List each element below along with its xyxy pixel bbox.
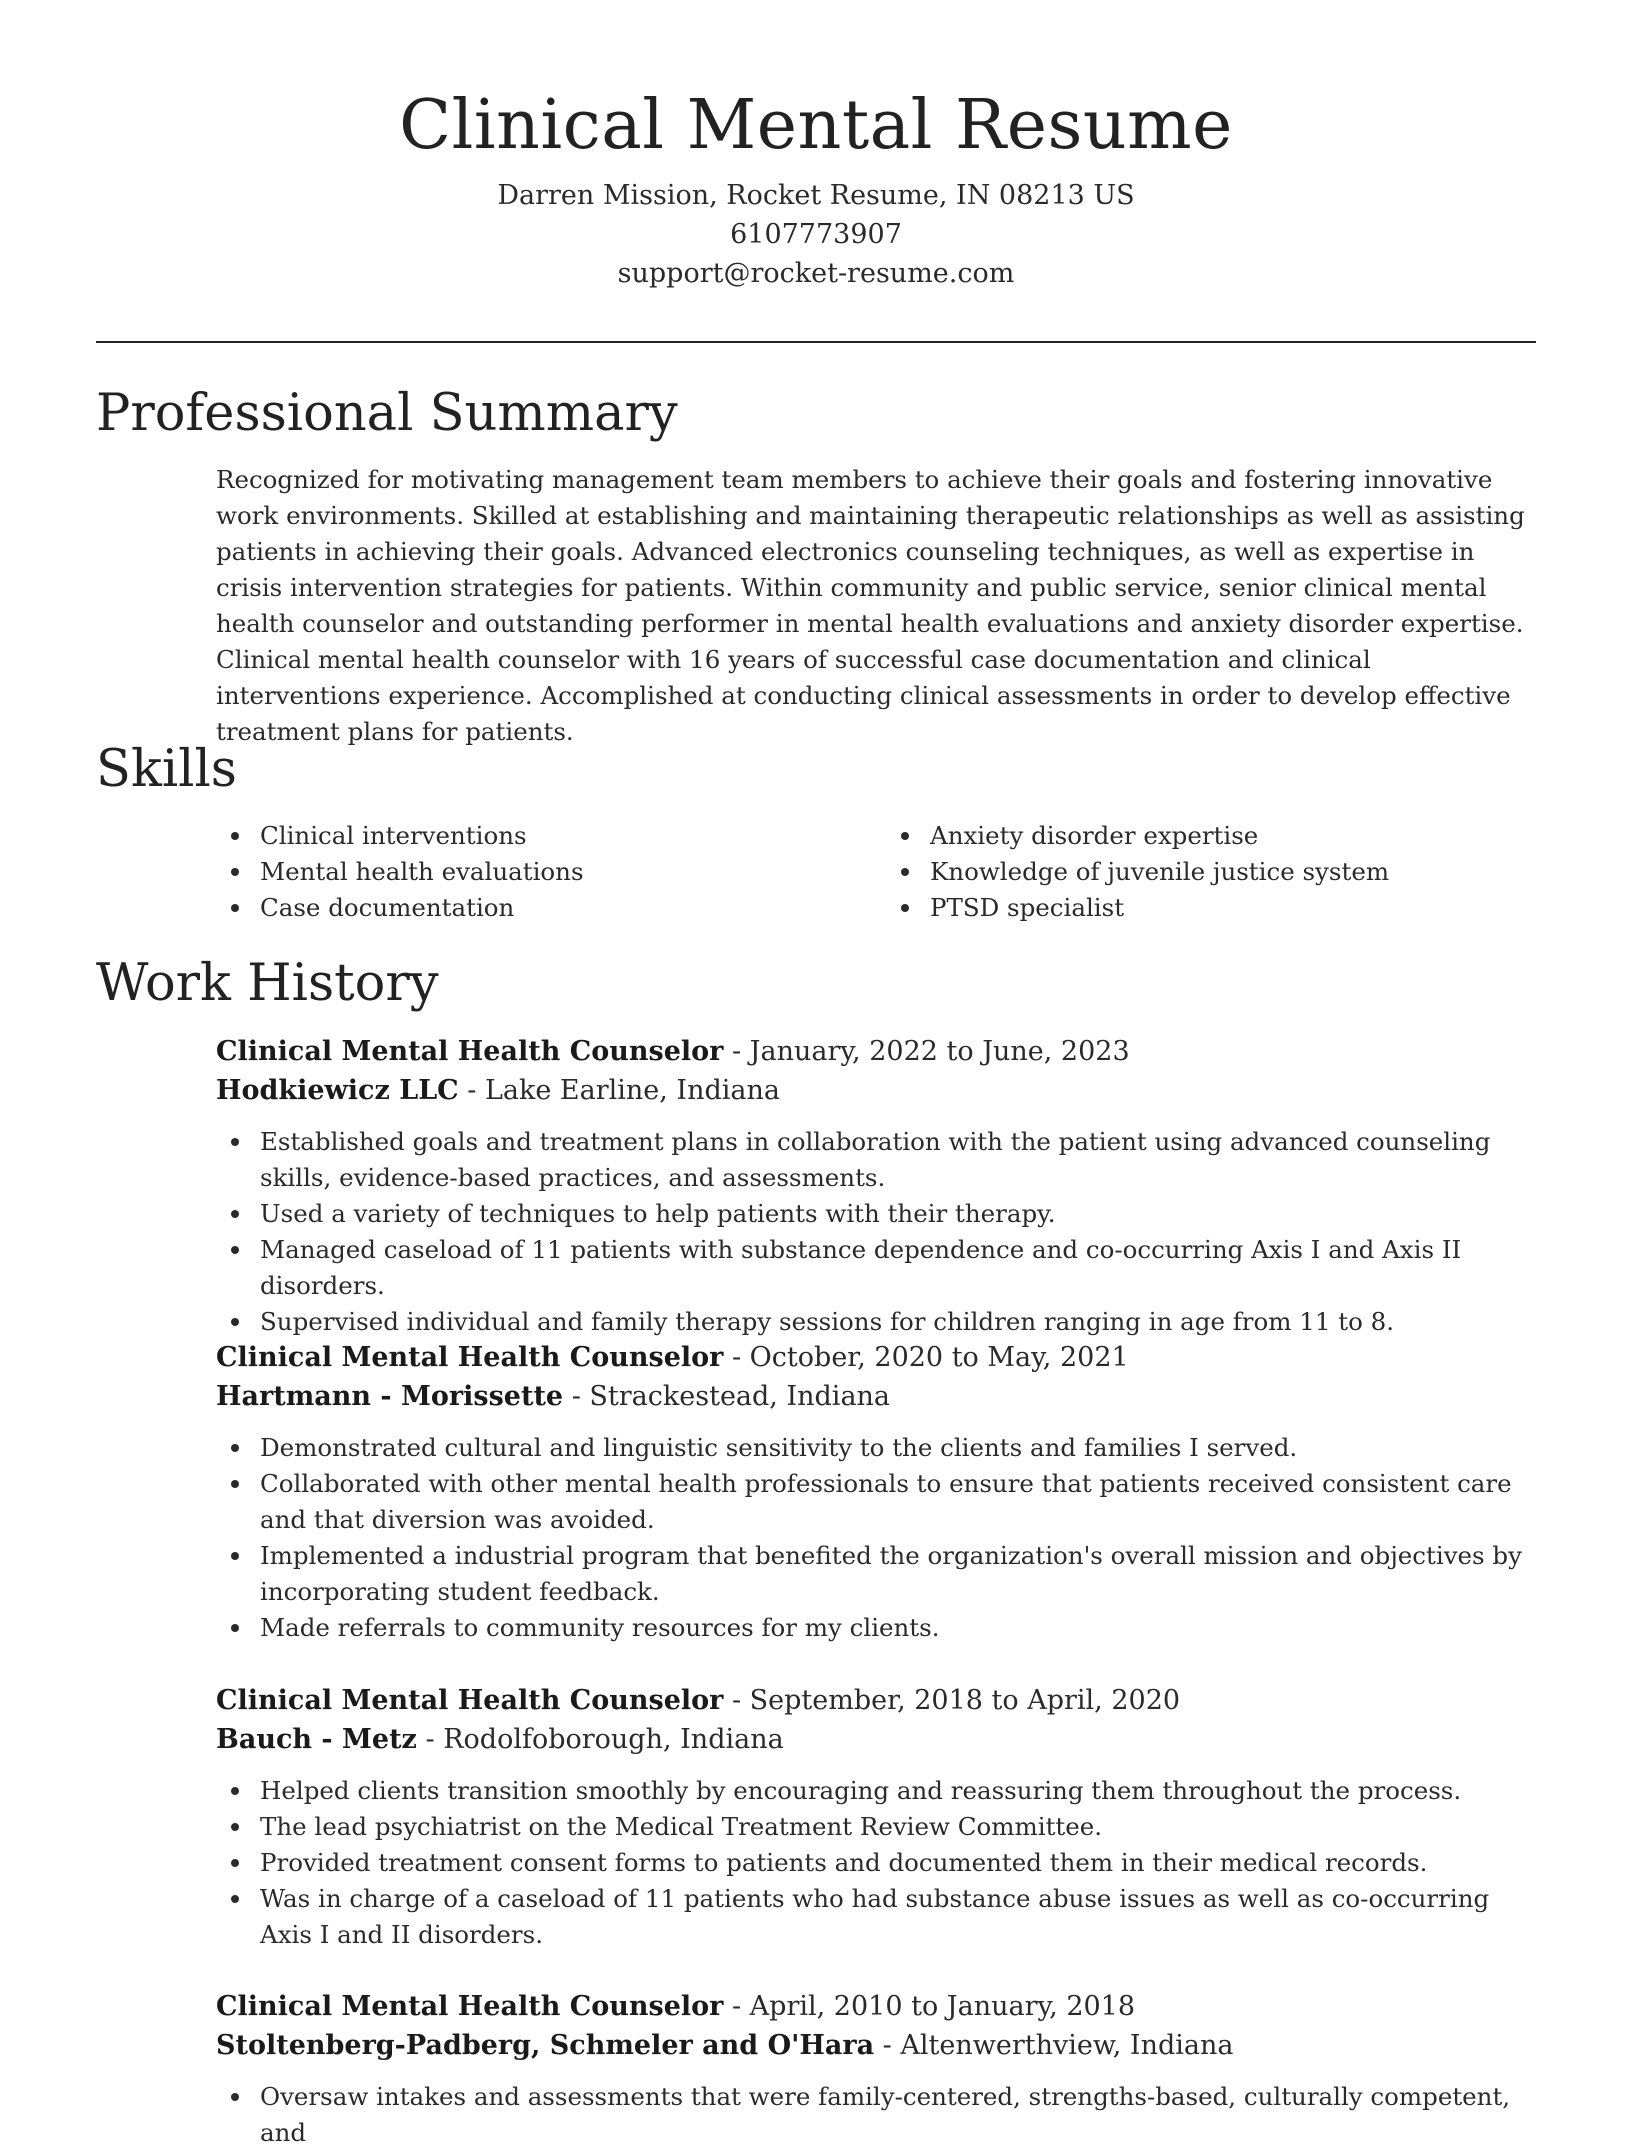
job-title-line bbox=[216, 1987, 1536, 2026]
separator: - bbox=[723, 1991, 750, 2022]
separator: - bbox=[458, 1075, 485, 1106]
job-entry bbox=[216, 1681, 1536, 1953]
separator: - bbox=[723, 1342, 750, 1373]
job-title: Clinical Mental Health Counselor bbox=[216, 1342, 724, 1373]
resume-header bbox=[96, 78, 1536, 293]
job-dates: October, 2020 to May, 2021 bbox=[749, 1342, 1129, 1373]
skill-item: Case documentation bbox=[260, 890, 866, 926]
job-bullet: Provided treatment consent forms to patients and documented them in their medical records. bbox=[260, 1845, 1536, 1881]
skill-item: Mental health evaluations bbox=[260, 854, 866, 890]
skill-item: Knowledge of juvenile justice system bbox=[930, 854, 1536, 890]
separator: - bbox=[563, 1381, 590, 1412]
header-divider bbox=[96, 341, 1536, 343]
job-bullet: The lead psychiatrist on the Medical Treatment Review Committee. bbox=[260, 1809, 1536, 1845]
contact-address: Darren Mission, Rocket Resume, IN 08213 US bbox=[497, 180, 1135, 211]
job-bullet: Managed caseload of 11 patients with substance dependence and co-occurring Axis I and Axis II disorders. bbox=[260, 1232, 1536, 1304]
separator: - bbox=[723, 1685, 750, 1716]
contact-info bbox=[96, 176, 1536, 293]
section-title-skills: Skills bbox=[96, 740, 237, 799]
job-title-line bbox=[216, 1338, 1536, 1377]
job-bullet: Made referrals to community resources for my clients. bbox=[260, 1610, 1536, 1646]
job-company-line bbox=[216, 1071, 1536, 1110]
skills-grid bbox=[216, 818, 1536, 926]
separator: - bbox=[723, 1036, 750, 1067]
job-entry bbox=[216, 1338, 1536, 1646]
skill-item: Anxiety disorder expertise bbox=[930, 818, 1536, 854]
contact-email: support@rocket-resume.com bbox=[617, 258, 1015, 289]
job-location: Rodolfoborough, Indiana bbox=[443, 1724, 784, 1755]
job-location: Lake Earline, Indiana bbox=[484, 1075, 780, 1106]
job-location: Altenwerthview, Indiana bbox=[900, 2030, 1234, 2061]
job-entry bbox=[216, 1987, 1536, 2151]
job-bullet: Implemented a industrial program that benefited the organization's overall mission and objectives by incorporating student feedback. bbox=[260, 1538, 1536, 1610]
job-company-line bbox=[216, 2026, 1536, 2065]
job-dates: January, 2022 to June, 2023 bbox=[749, 1036, 1130, 1067]
job-bullet: Collaborated with other mental health professionals to ensure that patients received consistent care and that diversion was avoided. bbox=[260, 1466, 1536, 1538]
section-title-summary: Professional Summary bbox=[96, 384, 678, 443]
job-title: Clinical Mental Health Counselor bbox=[216, 1036, 724, 1067]
job-bullets bbox=[216, 1773, 1536, 1953]
contact-phone: 6107773907 bbox=[730, 219, 902, 250]
job-location: Strackestead, Indiana bbox=[589, 1381, 891, 1412]
summary-section bbox=[216, 462, 1536, 750]
job-company: Hartmann - Morissette bbox=[216, 1381, 564, 1412]
job-title: Clinical Mental Health Counselor bbox=[216, 1991, 724, 2022]
separator: - bbox=[874, 2030, 901, 2061]
job-company: Hodkiewicz LLC bbox=[216, 1075, 459, 1106]
job-bullet: Helped clients transition smoothly by encouraging and reassuring them throughout the process. bbox=[260, 1773, 1536, 1809]
job-bullets bbox=[216, 1124, 1536, 1340]
job-company-line bbox=[216, 1720, 1536, 1759]
skill-item: PTSD specialist bbox=[930, 890, 1536, 926]
job-title: Clinical Mental Health Counselor bbox=[216, 1685, 724, 1716]
skills-list-left bbox=[216, 818, 866, 926]
skills-list-right bbox=[886, 818, 1536, 926]
skill-item: Clinical interventions bbox=[260, 818, 866, 854]
job-entry bbox=[216, 1032, 1536, 1340]
job-company-line bbox=[216, 1377, 1536, 1416]
summary-text: Recognized for motivating management team members to achieve their goals and fostering innovative work environments. Skilled at establishing and maintaining therapeutic relationships as well as assisting patients in achieving their goals. Advanced electronics counseling techniques, as well as expertise in crisis intervention strategies for patients. Within community and public service, senior clinical mental health counselor and outstanding performer in mental health evaluations and anxiety disorder expertise. Clinical mental health counselor with 16 years of successful case documentation and clinical interventions experience. Accomplished at conducting clinical assessments in order to develop effective treatment plans for patients. bbox=[216, 465, 1525, 746]
job-bullet: Used a variety of techniques to help patients with their therapy. bbox=[260, 1196, 1536, 1232]
separator: - bbox=[416, 1724, 444, 1755]
resume-title: Clinical Mental Resume bbox=[399, 86, 1233, 165]
job-bullet: Established goals and treatment plans in collaboration with the patient using advanced counseling skills, evidence-based practices, and assessments. bbox=[260, 1124, 1536, 1196]
job-company: Stoltenberg-Padberg, Schmeler and O'Hara bbox=[216, 2030, 875, 2061]
job-bullet: Oversaw intakes and assessments that were family-centered, strengths-based, culturally competent, and bbox=[260, 2079, 1536, 2151]
job-bullets bbox=[216, 1430, 1536, 1646]
job-dates: April, 2010 to January, 2018 bbox=[749, 1991, 1136, 2022]
job-title-line bbox=[216, 1032, 1536, 1071]
section-title-work-history: Work History bbox=[96, 954, 439, 1013]
job-company: Bauch - Metz bbox=[216, 1724, 417, 1755]
job-bullet: Demonstrated cultural and linguistic sensitivity to the clients and families I served. bbox=[260, 1430, 1536, 1466]
job-bullet: Supervised individual and family therapy sessions for children ranging in age from 11 to 8. bbox=[260, 1304, 1536, 1340]
job-title-line bbox=[216, 1681, 1536, 1720]
job-bullet: Was in charge of a caseload of 11 patients who had substance abuse issues as well as co-occurring Axis I and II disorders. bbox=[260, 1881, 1536, 1953]
job-bullets bbox=[216, 2079, 1536, 2151]
job-dates: September, 2018 to April, 2020 bbox=[749, 1685, 1181, 1716]
